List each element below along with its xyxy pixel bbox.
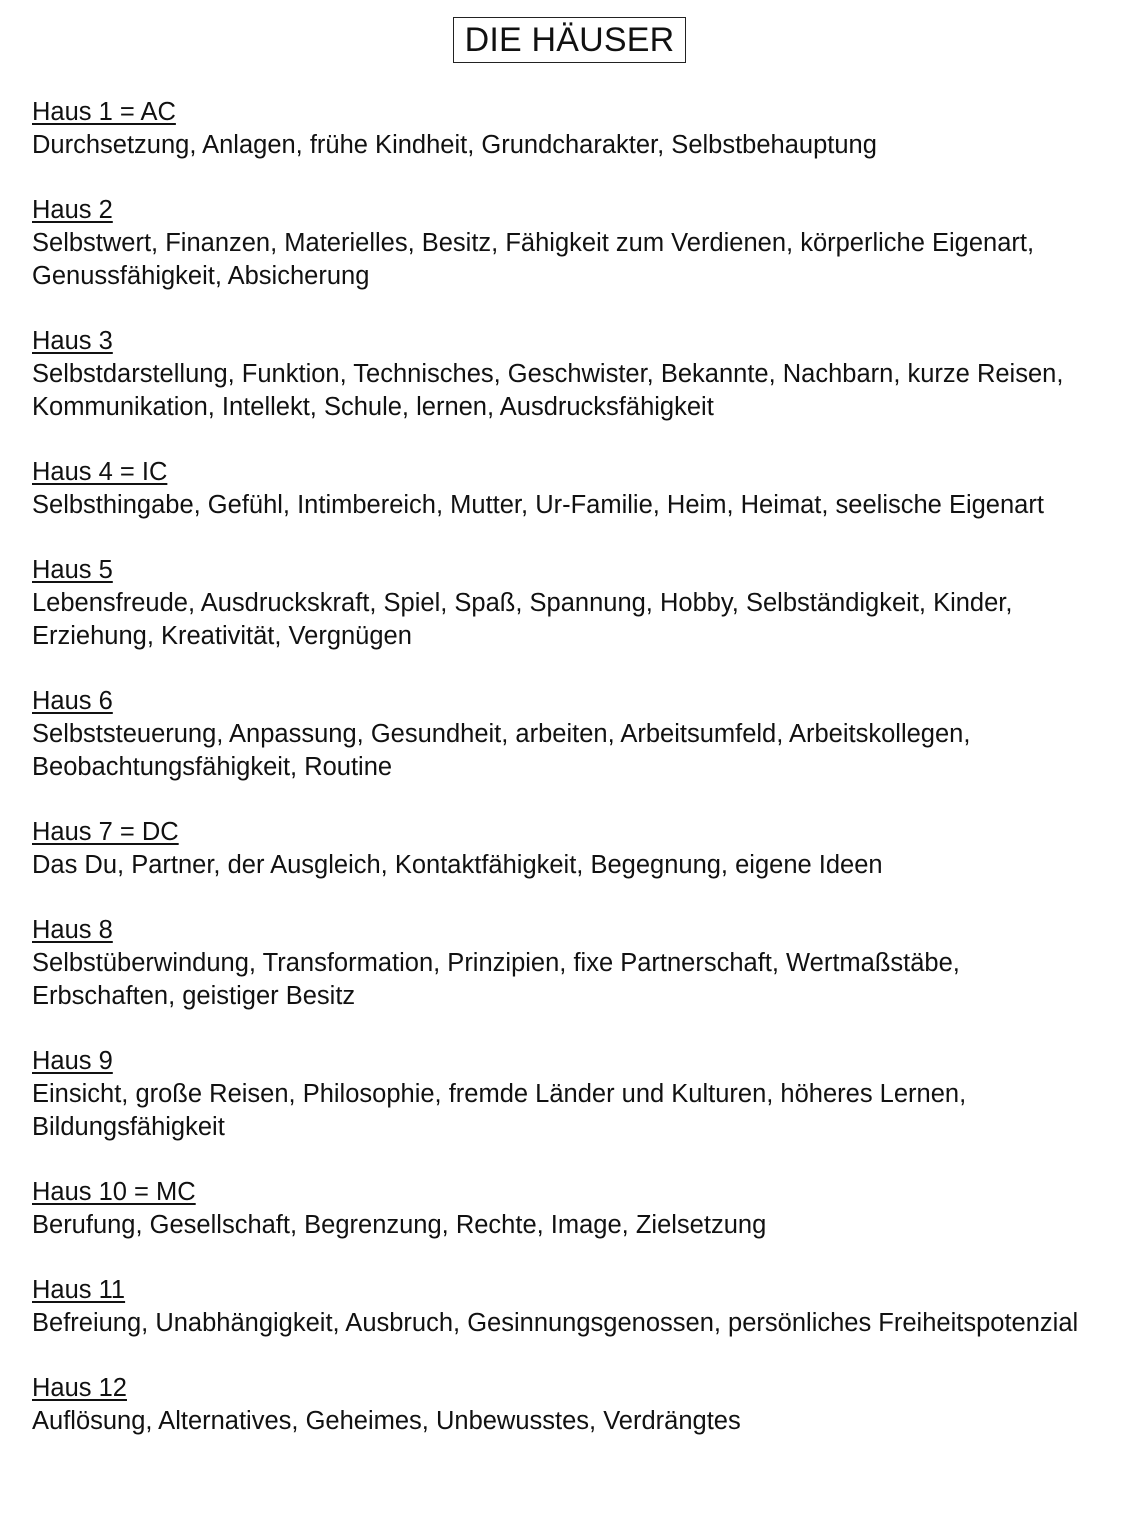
page-title: DIE HÄUSER xyxy=(464,21,675,59)
house-description: Selbsthingabe, Gefühl, Intimbereich, Mutter, Ur-Familie, Heim, Heimat, seelische Eigenart xyxy=(32,490,1044,519)
house-description: Selbstwert, Finanzen, Materielles, Besitz, Fähigkeit zum Verdienen, körperliche Eigenart, Genussfähigkeit, Absicherung xyxy=(32,228,1035,290)
house-item-10 xyxy=(32,1176,1102,1241)
house-title: Haus 1 = AC xyxy=(32,98,176,126)
house-item-11 xyxy=(32,1274,1102,1339)
house-item-7 xyxy=(32,816,1102,881)
house-title: Haus 11 xyxy=(32,1276,126,1305)
house-title: Haus 9 xyxy=(32,1047,113,1076)
house-title: Haus 6 xyxy=(32,687,113,716)
house-item-12 xyxy=(32,1372,1102,1437)
title-box xyxy=(453,17,686,63)
house-description: Selbstdarstellung, Funktion, Technisches, Geschwister, Bekannte, Nachbarn, kurze Reisen, Kommunikation, Intellekt, Schule, lernen, Ausdrucksfähigkeit xyxy=(32,359,1064,421)
house-description: Berufung, Gesellschaft, Begrenzung, Rechte, Image, Zielsetzung xyxy=(32,1210,767,1239)
house-item-3 xyxy=(32,325,1102,423)
house-item-5 xyxy=(32,554,1102,652)
house-description: Selbststeuerung, Anpassung, Gesundheit, arbeiten, Arbeitsumfeld, Arbeitskollegen, Beobachtungsfähigkeit, Routine xyxy=(32,719,971,781)
house-title: Haus 2 xyxy=(32,196,113,225)
house-title: Haus 10 = MC xyxy=(32,1178,196,1207)
house-description: Das Du, Partner, der Ausgleich, Kontaktfähigkeit, Begegnung, eigene Ideen xyxy=(32,850,883,879)
house-item-8 xyxy=(32,914,1102,1012)
house-description: Selbstüberwindung, Transformation, Prinzipien, fixe Partnerschaft, Wertmaßstäbe, Erbschaften, geistiger Besitz xyxy=(32,948,960,1010)
house-title: Haus 7 = DC xyxy=(32,818,179,847)
house-description: Befreiung, Unabhängigkeit, Ausbruch, Gesinnungsgenossen, persönliches Freiheitspotenzial xyxy=(32,1308,1079,1337)
house-item-1 xyxy=(32,96,1102,161)
house-item-2 xyxy=(32,194,1102,292)
house-item-4 xyxy=(32,456,1102,521)
house-item-6 xyxy=(32,685,1102,783)
house-description: Auflösung, Alternatives, Geheimes, Unbewusstes, Verdrängtes xyxy=(32,1407,741,1436)
house-title: Haus 4 = IC xyxy=(32,458,168,487)
house-title: Haus 5 xyxy=(32,556,113,585)
house-title: Haus 8 xyxy=(32,916,113,945)
house-description: Einsicht, große Reisen, Philosophie, fremde Länder und Kulturen, höheres Lernen, Bildungsfähigkeit xyxy=(32,1079,967,1141)
house-item-9 xyxy=(32,1045,1102,1143)
house-title: Haus 12 xyxy=(32,1374,127,1403)
house-list xyxy=(32,96,1102,1471)
house-title: Haus 3 xyxy=(32,327,113,356)
house-description: Durchsetzung, Anlagen, frühe Kindheit, Grundcharakter, Selbstbehauptung xyxy=(32,130,877,159)
house-description: Lebensfreude, Ausdruckskraft, Spiel, Spaß, Spannung, Hobby, Selbständigkeit, Kinder, Erziehung, Kreativität, Vergnügen xyxy=(32,588,1013,650)
